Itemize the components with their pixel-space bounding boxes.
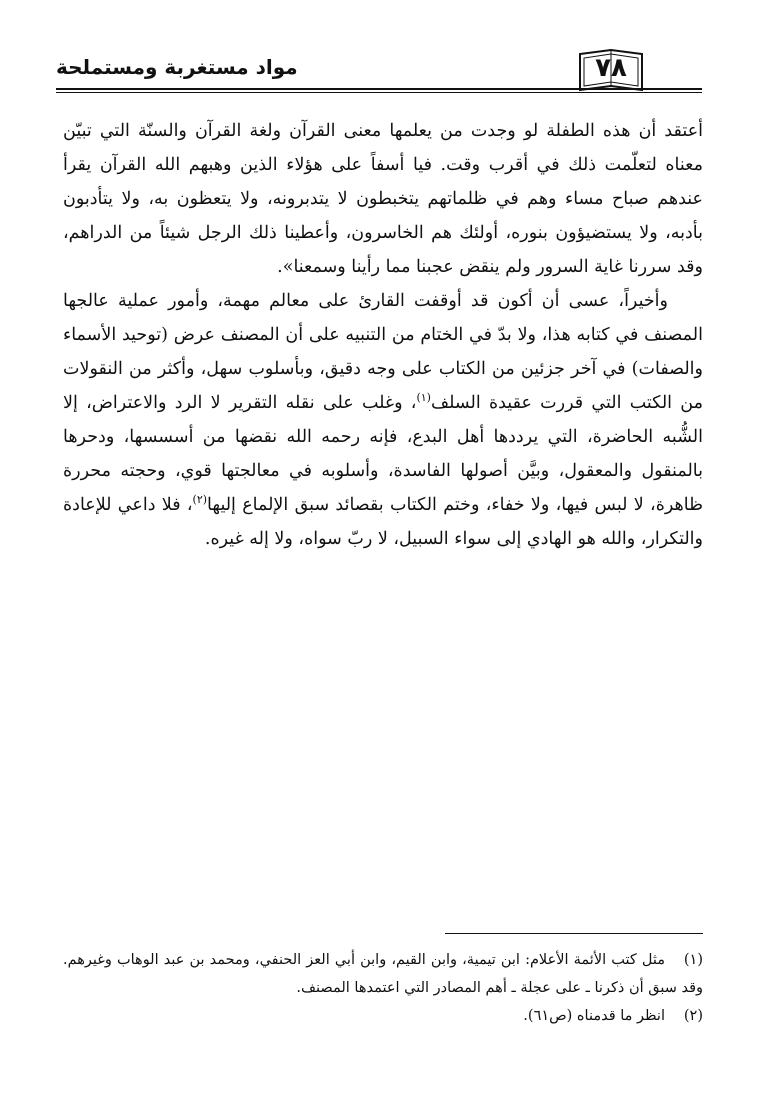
footnote-number: (١) — [683, 952, 703, 968]
header-rule — [56, 88, 702, 90]
main-text — [63, 114, 703, 556]
footnote-2 — [63, 1002, 703, 1030]
paragraph-2-part-1: وأخيراً، عسى أن أكون قد أوقفت القارئ على معالم مهمة، وأمور عملية عالجها المصنف في كتابه هذا، ولا بدّ في الختام من التنبيه على أن المصنف عرض (توحيد الأسماء والصفات) في آخر جزئين من الكتاب على وجه دقيق، وبأسلوب سهل، وأكثر من النقولات من الكتب التي قررت عقيدة السلف — [63, 291, 704, 413]
footnote-text: انظر ما قدمناه (ص٦١). — [523, 1008, 665, 1024]
footnotes — [63, 946, 703, 1030]
header-rule-thin — [56, 92, 702, 93]
footnote-1 — [63, 946, 703, 1002]
page-number: ٧٨ — [595, 53, 627, 83]
paragraph-1: أعتقد أن هذه الطفلة لو وجدت من يعلمها معنى القرآن ولغة القرآن والسنّة التي تبيّن معناه لتعلّمت ذلك في أقرب وقت. فيا أسفاً على هؤلاء الذين وهبهم الله القرآن يقرأ عندهم صباح مساء وهم في ظلماتهم يتخبطون لا يتدبرونه، ولا يتعظون به، ولا يتأدبون بأدبه، ولا يستضيؤون بنوره، أولئك هم الخاسرون، وأعطينا ذلك الرجل شيئاً من الدراهم، وقد سررنا غاية السرور ولم ينقض عجبنا مما رأينا وسمعنا». — [63, 121, 703, 277]
footnote-number: (٢) — [683, 1008, 703, 1024]
paragraph-2-part-2: ، وغلب على نقله التقرير لا الرد والاعتراض، إلا الشُّبه الحاضرة، التي يرددها أهل البدع، فإنه رحمه الله نقضها من أسسسها، ودحرها بالمنقول والمعقول، وبيَّن أصولها الفاسدة، وأسلوبه في معالجتها قوي، وحجته محررة ظاهرة، لا لبس فيها، ولا خفاء، وختم الكتاب بقصائد سبق الإلماع إليها — [63, 393, 704, 515]
running-title: مواد مستغربة ومستملحة — [56, 55, 298, 79]
footnote-text: مثل كتب الأئمة الأعلام: ابن تيمية، وابن القيم، وابن أبي العز الحنفي، ومحمد بن عبد الوهاب وغيرهم. وقد سبق أن ذكرنا ـ على عجلة ـ أهم المصادر التي اعتمدها المصنف. — [63, 952, 703, 996]
page-header — [56, 40, 702, 100]
footnote-reference-1: (١) — [416, 391, 431, 405]
footnote-separator — [445, 933, 703, 934]
paragraph-2 — [63, 284, 703, 556]
paragraph-2-part-3: ، فلا داعي للإعادة والتكرار، والله هو الهادي إلى سواء السبيل، لا ربّ سواه، ولا إله غيره. — [63, 495, 703, 549]
footnote-reference-2: (٢) — [192, 493, 208, 507]
